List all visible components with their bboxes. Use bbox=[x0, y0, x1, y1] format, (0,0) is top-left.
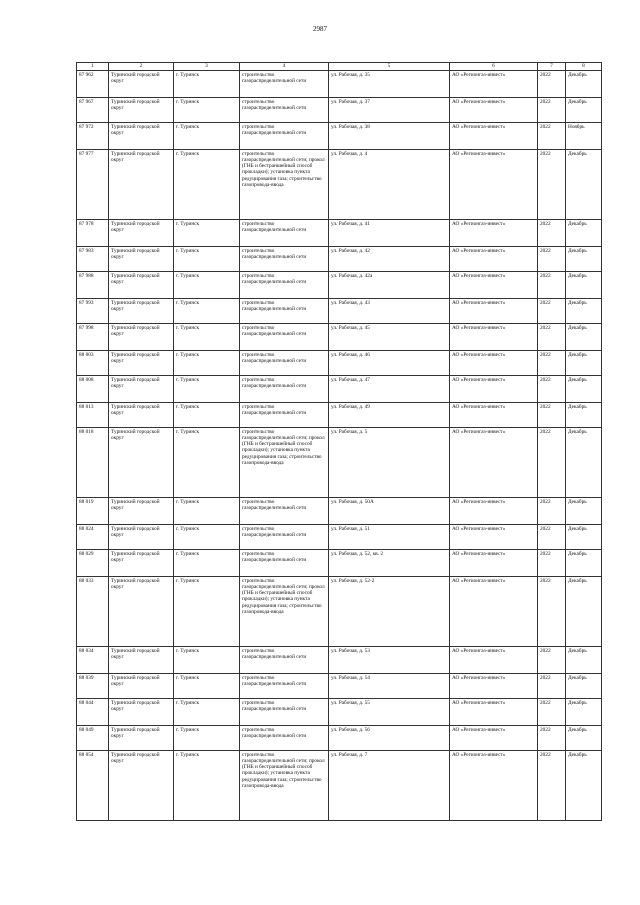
district-cell: Туринский городской округ bbox=[109, 428, 174, 498]
organization-cell: АО «Регионгаз-инвест» bbox=[450, 403, 538, 428]
work-type-cell: строительство газораспределительной сети bbox=[240, 71, 329, 98]
settlement-cell: г. Туринск bbox=[174, 98, 240, 123]
table-row bbox=[77, 299, 602, 324]
year-cell: 2022 bbox=[538, 98, 566, 123]
work-type-cell: строительство газораспределительной сети bbox=[240, 220, 329, 247]
year-cell: 2022 bbox=[538, 403, 566, 428]
year-cell: 2022 bbox=[538, 525, 566, 550]
settlement-cell: г. Туринск bbox=[174, 220, 240, 247]
settlement-cell: г. Туринск bbox=[174, 351, 240, 376]
address-cell: ул. Рабочая, д. 47 bbox=[329, 376, 450, 403]
address-cell: ул. Рабочая, д. 37 bbox=[329, 98, 450, 123]
year-cell: 2022 bbox=[538, 150, 566, 220]
row-number: 87 993 bbox=[77, 299, 109, 324]
settlement-cell: г. Туринск bbox=[174, 150, 240, 220]
work-type-cell: строительство газораспределительной сети bbox=[240, 351, 329, 376]
district-cell: Туринский городской округ bbox=[109, 751, 174, 821]
year-cell: 2022 bbox=[538, 272, 566, 299]
month-cell: Декабрь bbox=[566, 525, 602, 550]
district-cell: Туринский городской округ bbox=[109, 699, 174, 726]
table-row bbox=[77, 577, 602, 647]
settlement-cell: г. Туринск bbox=[174, 699, 240, 726]
month-cell: Декабрь bbox=[566, 498, 602, 525]
month-cell: Декабрь bbox=[566, 403, 602, 428]
settlement-cell: г. Туринск bbox=[174, 726, 240, 751]
table-row bbox=[77, 376, 602, 403]
settlement-cell: г. Туринск bbox=[174, 247, 240, 272]
year-cell: 2022 bbox=[538, 324, 566, 351]
organization-cell: АО «Регионгаз-инвест» bbox=[450, 299, 538, 324]
year-cell: 2022 bbox=[538, 751, 566, 821]
row-number: 88 033 bbox=[77, 577, 109, 647]
row-number: 87 988 bbox=[77, 272, 109, 299]
work-type-cell: строительство газораспределительной сети bbox=[240, 299, 329, 324]
address-cell: ул. Рабочая, д. 53 bbox=[329, 647, 450, 674]
settlement-cell: г. Туринск bbox=[174, 498, 240, 525]
district-cell: Туринский городской округ bbox=[109, 498, 174, 525]
table-row bbox=[77, 647, 602, 674]
row-number: 88 018 bbox=[77, 428, 109, 498]
row-number: 88 054 bbox=[77, 751, 109, 821]
address-cell: ул. Рабочая, д. 54 bbox=[329, 674, 450, 699]
district-cell: Туринский городской округ bbox=[109, 550, 174, 577]
work-type-cell: строительство газораспределительной сети; прокол (ГНБ и бестраншейный способ прокладки); установка пункта редуцирования газа; строительство газопровода-ввода bbox=[240, 751, 329, 821]
year-cell: 2022 bbox=[538, 376, 566, 403]
column-number-row bbox=[77, 63, 602, 71]
settlement-cell: г. Туринск bbox=[174, 647, 240, 674]
address-cell: ул. Рабочая, д. 41 bbox=[329, 220, 450, 247]
address-cell: ул. Рабочая, д. 46 bbox=[329, 351, 450, 376]
work-type-cell: строительство газораспределительной сети bbox=[240, 525, 329, 550]
table-body bbox=[77, 71, 602, 821]
column-number: 6 bbox=[450, 63, 538, 71]
organization-cell: АО «Регионгаз-инвест» bbox=[450, 674, 538, 699]
address-cell: ул. Рабочая, д. 5 bbox=[329, 428, 450, 498]
month-cell: Ноябрь bbox=[566, 123, 602, 150]
settlement-cell: г. Туринск bbox=[174, 403, 240, 428]
organization-cell: АО «Регионгаз-инвест» bbox=[450, 751, 538, 821]
row-number: 88 029 bbox=[77, 550, 109, 577]
table-row bbox=[77, 428, 602, 498]
month-cell: Декабрь bbox=[566, 699, 602, 726]
organization-cell: АО «Регионгаз-инвест» bbox=[450, 726, 538, 751]
table-row bbox=[77, 351, 602, 376]
row-number: 88 024 bbox=[77, 525, 109, 550]
column-number: 2 bbox=[109, 63, 174, 71]
row-number: 87 967 bbox=[77, 98, 109, 123]
table-row bbox=[77, 98, 602, 123]
row-number: 88 034 bbox=[77, 647, 109, 674]
column-number: 8 bbox=[566, 63, 602, 71]
month-cell: Декабрь bbox=[566, 428, 602, 498]
work-type-cell: строительство газораспределительной сети bbox=[240, 98, 329, 123]
row-number: 87 977 bbox=[77, 150, 109, 220]
month-cell: Декабрь bbox=[566, 299, 602, 324]
row-number: 88 008 bbox=[77, 376, 109, 403]
organization-cell: АО «Регионгаз-инвест» bbox=[450, 150, 538, 220]
row-number: 88 019 bbox=[77, 498, 109, 525]
month-cell: Декабрь bbox=[566, 98, 602, 123]
table-row bbox=[77, 751, 602, 821]
month-cell: Декабрь bbox=[566, 71, 602, 98]
district-cell: Туринский городской округ bbox=[109, 150, 174, 220]
work-type-cell: строительство газораспределительной сети bbox=[240, 550, 329, 577]
year-cell: 2022 bbox=[538, 247, 566, 272]
work-type-cell: строительство газораспределительной сети; прокол (ГНБ и бестраншейный способ прокладки); установка пункта редуцирования газа; строительство газопровода-ввода bbox=[240, 577, 329, 647]
organization-cell: АО «Регионгаз-инвест» bbox=[450, 577, 538, 647]
address-cell: ул. Рабочая, д. 50А bbox=[329, 498, 450, 525]
work-type-cell: строительство газораспределительной сети; прокол (ГНБ и бестраншейный способ прокладки); установка пункта редуцирования газа; строительство газопровода-ввода bbox=[240, 428, 329, 498]
organization-cell: АО «Регионгаз-инвест» bbox=[450, 647, 538, 674]
settlement-cell: г. Туринск bbox=[174, 577, 240, 647]
month-cell: Декабрь bbox=[566, 324, 602, 351]
address-cell: ул. Рабочая, д. 4 bbox=[329, 150, 450, 220]
month-cell: Декабрь bbox=[566, 351, 602, 376]
column-number: 7 bbox=[538, 63, 566, 71]
address-cell: ул. Рабочая, д. 42 bbox=[329, 247, 450, 272]
settlement-cell: г. Туринск bbox=[174, 71, 240, 98]
district-cell: Туринский городской округ bbox=[109, 220, 174, 247]
work-type-cell: строительство газораспределительной сети bbox=[240, 272, 329, 299]
organization-cell: АО «Регионгаз-инвест» bbox=[450, 220, 538, 247]
district-cell: Туринский городской округ bbox=[109, 71, 174, 98]
table-row bbox=[77, 247, 602, 272]
year-cell: 2022 bbox=[538, 674, 566, 699]
table-row bbox=[77, 272, 602, 299]
year-cell: 2022 bbox=[538, 299, 566, 324]
address-cell: ул. Рабочая, д. 35 bbox=[329, 71, 450, 98]
table-row bbox=[77, 150, 602, 220]
year-cell: 2022 bbox=[538, 647, 566, 674]
organization-cell: АО «Регионгаз-инвест» bbox=[450, 550, 538, 577]
organization-cell: АО «Регионгаз-инвест» bbox=[450, 428, 538, 498]
column-number: 5 bbox=[329, 63, 450, 71]
year-cell: 2022 bbox=[538, 428, 566, 498]
year-cell: 2022 bbox=[538, 550, 566, 577]
table-row bbox=[77, 699, 602, 726]
work-type-cell: строительство газораспределительной сети bbox=[240, 376, 329, 403]
row-number: 88 044 bbox=[77, 699, 109, 726]
work-type-cell: строительство газораспределительной сети bbox=[240, 247, 329, 272]
settlement-cell: г. Туринск bbox=[174, 674, 240, 699]
district-cell: Туринский городской округ bbox=[109, 376, 174, 403]
month-cell: Декабрь bbox=[566, 272, 602, 299]
settlement-cell: г. Туринск bbox=[174, 751, 240, 821]
district-cell: Туринский городской округ bbox=[109, 351, 174, 376]
address-cell: ул. Рабочая, д. 7 bbox=[329, 751, 450, 821]
address-cell: ул. Рабочая, д. 52, кв. 2 bbox=[329, 550, 450, 577]
address-cell: ул. Рабочая, д. 45 bbox=[329, 324, 450, 351]
year-cell: 2022 bbox=[538, 498, 566, 525]
organization-cell: АО «Регионгаз-инвест» bbox=[450, 98, 538, 123]
organization-cell: АО «Регионгаз-инвест» bbox=[450, 498, 538, 525]
table-row bbox=[77, 220, 602, 247]
organization-cell: АО «Регионгаз-инвест» bbox=[450, 247, 538, 272]
row-number: 87 972 bbox=[77, 123, 109, 150]
address-cell: ул. Рабочая, д. 56 bbox=[329, 726, 450, 751]
work-type-cell: строительство газораспределительной сети bbox=[240, 647, 329, 674]
year-cell: 2022 bbox=[538, 699, 566, 726]
column-number: 1 bbox=[77, 63, 109, 71]
row-number: 87 962 bbox=[77, 71, 109, 98]
table-row bbox=[77, 550, 602, 577]
row-number: 88 003 bbox=[77, 351, 109, 376]
work-type-cell: строительство газораспределительной сети bbox=[240, 403, 329, 428]
row-number: 87 998 bbox=[77, 324, 109, 351]
organization-cell: АО «Регионгаз-инвест» bbox=[450, 351, 538, 376]
district-cell: Туринский городской округ bbox=[109, 123, 174, 150]
organization-cell: АО «Регионгаз-инвест» bbox=[450, 376, 538, 403]
settlement-cell: г. Туринск bbox=[174, 525, 240, 550]
table-row bbox=[77, 123, 602, 150]
year-cell: 2022 bbox=[538, 220, 566, 247]
table-row bbox=[77, 726, 602, 751]
row-number: 88 039 bbox=[77, 674, 109, 699]
organization-cell: АО «Регионгаз-инвест» bbox=[450, 71, 538, 98]
settlement-cell: г. Туринск bbox=[174, 123, 240, 150]
page-number: 2987 bbox=[313, 25, 327, 33]
month-cell: Декабрь bbox=[566, 726, 602, 751]
table-row bbox=[77, 674, 602, 699]
month-cell: Декабрь bbox=[566, 150, 602, 220]
organization-cell: АО «Регионгаз-инвест» bbox=[450, 272, 538, 299]
month-cell: Декабрь bbox=[566, 376, 602, 403]
organization-cell: АО «Регионгаз-инвест» bbox=[450, 324, 538, 351]
district-cell: Туринский городской округ bbox=[109, 525, 174, 550]
year-cell: 2022 bbox=[538, 123, 566, 150]
address-cell: ул. Рабочая, д. 49 bbox=[329, 403, 450, 428]
month-cell: Декабрь bbox=[566, 550, 602, 577]
month-cell: Декабрь bbox=[566, 220, 602, 247]
settlement-cell: г. Туринск bbox=[174, 272, 240, 299]
address-cell: ул. Рабочая, д. 38 bbox=[329, 123, 450, 150]
work-type-cell: строительство газораспределительной сети bbox=[240, 498, 329, 525]
work-type-cell: строительство газораспределительной сети bbox=[240, 674, 329, 699]
table-row bbox=[77, 498, 602, 525]
settlement-cell: г. Туринск bbox=[174, 299, 240, 324]
work-type-cell: строительство газораспределительной сети; прокол (ГНБ и бестраншейный способ прокладки); установка пункта редуцирования газа; строительство газопровода-ввода bbox=[240, 150, 329, 220]
table-row bbox=[77, 525, 602, 550]
district-cell: Туринский городской округ bbox=[109, 98, 174, 123]
month-cell: Декабрь bbox=[566, 247, 602, 272]
address-cell: ул. Рабочая, д. 43 bbox=[329, 299, 450, 324]
district-cell: Туринский городской округ bbox=[109, 299, 174, 324]
year-cell: 2022 bbox=[538, 351, 566, 376]
address-cell: ул. Рабочая, д. 42а bbox=[329, 272, 450, 299]
district-cell: Туринский городской округ bbox=[109, 272, 174, 299]
district-cell: Туринский городской округ bbox=[109, 577, 174, 647]
settlement-cell: г. Туринск bbox=[174, 550, 240, 577]
address-cell: ул. Рабочая, д. 55 bbox=[329, 699, 450, 726]
year-cell: 2022 bbox=[538, 577, 566, 647]
month-cell: Декабрь bbox=[566, 674, 602, 699]
district-cell: Туринский городской округ bbox=[109, 726, 174, 751]
row-number: 87 978 bbox=[77, 220, 109, 247]
organization-cell: АО «Регионгаз-инвест» bbox=[450, 699, 538, 726]
year-cell: 2022 bbox=[538, 71, 566, 98]
address-cell: ул. Рабочая, д. 51 bbox=[329, 525, 450, 550]
row-number: 88 049 bbox=[77, 726, 109, 751]
month-cell: Декабрь bbox=[566, 647, 602, 674]
work-type-cell: строительство газораспределительной сети bbox=[240, 699, 329, 726]
settlement-cell: г. Туринск bbox=[174, 324, 240, 351]
work-type-cell: строительство газораспределительной сети bbox=[240, 123, 329, 150]
month-cell: Декабрь bbox=[566, 751, 602, 821]
work-type-cell: строительство газораспределительной сети bbox=[240, 324, 329, 351]
district-cell: Туринский городской округ bbox=[109, 324, 174, 351]
address-cell: ул. Рабочая, д. 52-2 bbox=[329, 577, 450, 647]
district-cell: Туринский городской округ bbox=[109, 674, 174, 699]
row-number: 88 013 bbox=[77, 403, 109, 428]
column-number: 4 bbox=[240, 63, 329, 71]
district-cell: Туринский городской округ bbox=[109, 403, 174, 428]
organization-cell: АО «Регионгаз-инвест» bbox=[450, 525, 538, 550]
month-cell: Декабрь bbox=[566, 577, 602, 647]
district-cell: Туринский городской округ bbox=[109, 647, 174, 674]
district-cell: Туринский городской округ bbox=[109, 247, 174, 272]
register-table bbox=[76, 62, 602, 821]
table-row bbox=[77, 324, 602, 351]
year-cell: 2022 bbox=[538, 726, 566, 751]
column-number: 3 bbox=[174, 63, 240, 71]
work-type-cell: строительство газораспределительной сети bbox=[240, 726, 329, 751]
settlement-cell: г. Туринск bbox=[174, 376, 240, 403]
table-row bbox=[77, 403, 602, 428]
organization-cell: АО «Регионгаз-инвест» bbox=[450, 123, 538, 150]
table-row bbox=[77, 71, 602, 98]
settlement-cell: г. Туринск bbox=[174, 428, 240, 498]
row-number: 87 983 bbox=[77, 247, 109, 272]
